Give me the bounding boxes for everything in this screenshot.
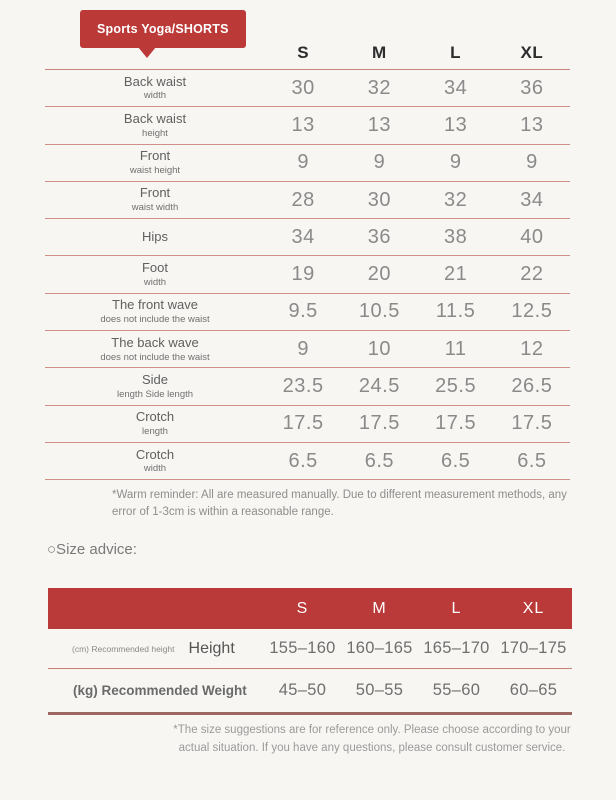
- row-label: [45, 335, 265, 364]
- table-row: [45, 443, 570, 480]
- row-label-sub: width: [143, 90, 167, 102]
- row-label: [45, 260, 265, 289]
- size-value: 11: [444, 337, 467, 360]
- size-value: 9: [449, 151, 462, 174]
- size-value: 21: [444, 263, 468, 286]
- size-column-header-row: [45, 36, 570, 69]
- size-value: 9: [297, 337, 309, 360]
- height-range: 170–175: [500, 639, 567, 657]
- row-label: [45, 372, 265, 401]
- row-label-main: Front: [139, 148, 171, 164]
- row-label: [45, 447, 265, 476]
- size-value: 17.5: [511, 412, 553, 435]
- column-header-m: M: [372, 42, 387, 62]
- warm-reminder-note: *Warm reminder: All are measured manually. Due to different measurement methods, any error of 1-3cm is within a reasonable range.: [112, 489, 567, 519]
- row-label: [45, 74, 265, 103]
- size-value: 13: [291, 113, 315, 136]
- row-label-sub: width: [143, 276, 167, 288]
- table-row: [45, 331, 570, 368]
- weight-range: 60–65: [509, 681, 558, 699]
- size-value: 32: [444, 188, 468, 211]
- recommended-weight-row: [48, 669, 572, 715]
- weight-row-label: (kg) Recommended Weight: [73, 683, 247, 698]
- size-value: 17.5: [435, 412, 477, 435]
- size-value: 34: [291, 225, 315, 248]
- size-value: 17.5: [358, 412, 400, 435]
- height-row-label: [48, 640, 264, 658]
- table-row: [45, 182, 570, 219]
- row-label: [45, 229, 265, 246]
- measurement-rows: [45, 69, 570, 480]
- size-value: 6.5: [364, 449, 395, 472]
- size-advice-header-bar: [48, 588, 572, 629]
- size-value: 25.5: [435, 375, 477, 398]
- size-value: 11.5: [435, 300, 476, 323]
- size-value: 9.5: [288, 300, 318, 323]
- advice-column-header-xl: XL: [522, 599, 545, 617]
- size-value: 22: [520, 263, 544, 286]
- size-value: 12: [520, 337, 544, 360]
- recommended-height-row: [48, 629, 572, 669]
- size-value: 34: [520, 188, 544, 211]
- column-header-l: L: [450, 42, 462, 62]
- height-unit-prefix: (cm) Recommended height: [72, 643, 175, 654]
- table-row: [45, 368, 570, 405]
- row-label: [45, 148, 265, 177]
- size-value: 26.5: [511, 375, 553, 398]
- row-label-main: Back waist: [123, 110, 187, 126]
- advice-column-header-s: S: [296, 599, 309, 617]
- row-label-sub: waist height: [129, 165, 181, 177]
- size-value: 9: [373, 151, 386, 174]
- row-label: [45, 185, 265, 214]
- row-label-main: Foot: [141, 260, 168, 276]
- row-label: [45, 297, 265, 326]
- row-label-sub: waist width: [131, 202, 179, 214]
- size-value: 9: [297, 151, 309, 174]
- size-value: 10.5: [358, 300, 400, 323]
- size-value: 34: [444, 76, 468, 99]
- size-value: 9: [526, 151, 538, 174]
- row-label-sub: does not include the waist: [100, 351, 210, 363]
- size-value: 40: [520, 225, 544, 248]
- size-value: 17.5: [282, 412, 324, 435]
- weight-range: 55–60: [432, 681, 481, 699]
- row-label-main: Hips: [141, 228, 168, 244]
- size-value: 30: [367, 188, 391, 211]
- column-header-xl: XL: [520, 42, 544, 62]
- advice-column-header-l: L: [451, 599, 462, 617]
- row-label-main: Back waist: [123, 73, 187, 89]
- row-label-main: The back wave: [111, 334, 199, 350]
- row-label-main: Crotch: [135, 446, 175, 462]
- row-label-main: The front wave: [112, 297, 198, 313]
- table-row: [45, 256, 570, 293]
- table-row: [45, 219, 570, 256]
- row-label-sub: length Side length: [116, 388, 194, 400]
- product-category-badge: Sports Yoga/SHORTS: [80, 10, 246, 48]
- size-value: 13: [367, 113, 391, 136]
- size-value: 6.5: [288, 449, 318, 472]
- size-value: 12.5: [511, 300, 553, 323]
- table-row: [45, 107, 570, 144]
- row-label-main: Side: [141, 371, 169, 387]
- size-value: 36: [367, 225, 391, 248]
- height-range: 160–165: [346, 639, 413, 657]
- size-value: 19: [291, 263, 315, 286]
- size-value: 32: [367, 76, 391, 99]
- weight-range: 50–55: [355, 681, 404, 699]
- row-label-sub: length: [142, 426, 168, 438]
- measurement-table: [45, 36, 570, 480]
- height-range: 155–160: [269, 639, 336, 657]
- row-label: [45, 111, 265, 140]
- size-advice-footnote: *The size suggestions are for reference only. Please choose according to your actual situation. If you have any questions, please consult customer service.: [173, 724, 571, 754]
- weight-range: 45–50: [278, 681, 327, 699]
- height-range: 165–170: [423, 639, 490, 657]
- row-label-main: Front: [139, 185, 171, 201]
- advice-column-header-m: M: [372, 599, 387, 617]
- size-advice-table: [48, 588, 572, 715]
- size-value: 10: [367, 337, 391, 360]
- size-value: 13: [520, 113, 544, 136]
- size-value: 6.5: [517, 449, 547, 472]
- row-label-sub: width: [143, 463, 167, 475]
- row-label: [45, 409, 265, 438]
- size-value: 6.5: [440, 449, 471, 472]
- row-label-sub: height: [142, 127, 168, 139]
- size-value: 23.5: [282, 375, 324, 398]
- height-label-text: Height: [188, 639, 235, 657]
- size-value: 36: [520, 76, 544, 99]
- size-value: 28: [291, 188, 315, 211]
- size-value: 20: [367, 263, 391, 286]
- row-label-main: Crotch: [135, 409, 175, 425]
- table-row: [45, 70, 570, 107]
- table-row: [45, 406, 570, 443]
- row-label-sub: does not include the waist: [100, 314, 210, 326]
- column-header-s: S: [297, 42, 310, 62]
- size-value: 38: [444, 225, 468, 248]
- table-row: [45, 294, 570, 331]
- size-value: 24.5: [358, 375, 400, 398]
- size-advice-heading: ○Size advice:: [47, 541, 137, 558]
- size-value: 30: [291, 76, 315, 99]
- size-value: 13: [444, 113, 468, 136]
- table-row: [45, 145, 570, 182]
